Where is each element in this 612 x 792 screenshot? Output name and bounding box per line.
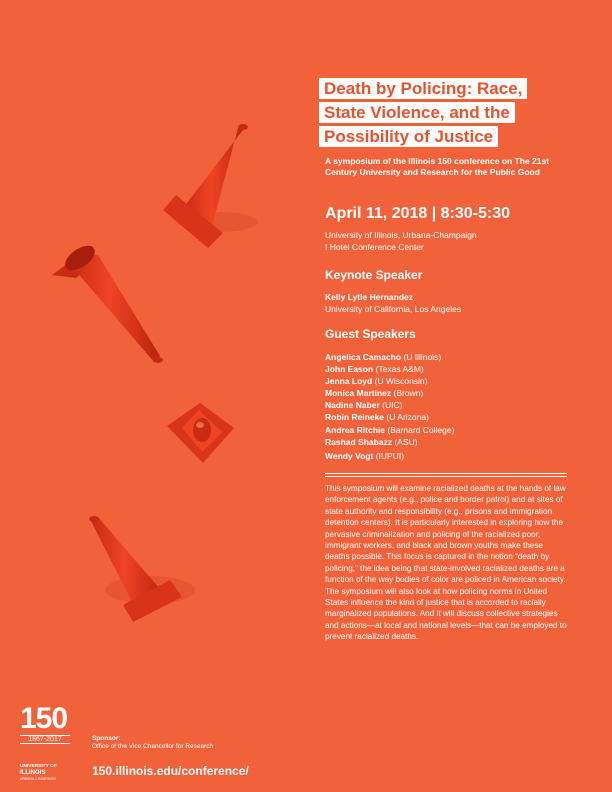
illinois-150-logo — [20, 704, 70, 782]
speaker-name: Wendy Vogt — [325, 450, 374, 461]
speaker-item — [325, 450, 454, 462]
speaker-name: Angelica Camacho — [325, 352, 402, 362]
title-line-1: Death by Policing: Race, — [319, 78, 527, 99]
speaker-name: Jenna Loyd — [325, 376, 373, 387]
divider — [325, 473, 567, 474]
title-line-2: State Violence, and the — [319, 102, 515, 123]
traffic-cone-2 — [52, 241, 163, 363]
speaker-item — [325, 387, 454, 399]
speaker-item — [325, 351, 454, 363]
divider — [325, 476, 567, 477]
sponsor-label: Sponsor: — [92, 735, 121, 742]
speaker-affiliation: (Brown) — [391, 388, 424, 399]
logo-university: UNIVERSITY OF — [20, 764, 57, 769]
speaker-affiliation: (Texas A&M) — [373, 364, 424, 375]
speaker-affiliation: (ASU) — [392, 436, 418, 447]
event-subtitle: A symposium of the Illinois 150 conference on The 21st Century University and Research for the Public Good — [325, 156, 550, 177]
speaker-affiliation: (U Arizona) — [384, 412, 429, 423]
speaker-item — [325, 436, 454, 448]
speaker-affiliation: (U Illinois) — [401, 352, 442, 362]
speaker-item — [325, 411, 454, 423]
speaker-item — [325, 424, 454, 436]
venue-line-2: I Hotel Conference Center — [325, 242, 424, 252]
traffic-cone-4 — [89, 516, 195, 622]
event-title — [319, 78, 527, 150]
guest-speakers-list — [325, 351, 454, 462]
logo-years: 1867-2017 — [20, 735, 70, 744]
logo-location: URBANA-CHAMPAIGN — [20, 777, 56, 781]
logo-state: ILLINOIS — [20, 770, 46, 776]
speaker-name: Andrea Ritchie — [325, 424, 385, 435]
conference-url-link[interactable]: 150.illinois.edu/conference/ — [92, 764, 249, 778]
keynote-name: Kelly Lytle Hernandez — [325, 292, 414, 302]
keynote-affiliation: University of California, Los Angeles — [325, 304, 462, 314]
speaker-name: Monica Martinez — [325, 388, 392, 399]
speaker-item — [325, 363, 454, 375]
speaker-name: Robin Reineke — [325, 412, 385, 423]
logo-number: 150 — [20, 702, 68, 735]
symposium-description: This symposium will examine racialized deaths at the hands of law enforcement agents (e.g., police and border patrol) and at sites of state authority and responsibility (e.g., prisons and immigration detention centers). It is particularly interested in exploring how the pervasive criminalization and policing of the racialized poor, immigrant workers, and black and brown youths make these deaths possible. This focus is captured in the notion “death by policing,” the idea being that state-involved racialized deaths are a function of the way bodies of color are policed in American society. The symposium will also look at how policing norms in United States influence the kind of justice that is accorded to racially marginalized populations. And it will discuss collective strategies and actions—at local and national levels—that can be employed to prevent racialized deaths. — [325, 484, 567, 642]
guest-speakers-heading: Guest Speakers — [325, 327, 416, 341]
event-date: April 11, 2018 | 8:30-5:30 — [325, 205, 511, 222]
speaker-item — [325, 375, 454, 387]
speaker-affiliation: (UIC) — [379, 400, 403, 411]
speaker-affiliation: (Barnard College) — [385, 424, 455, 435]
speaker-name: Nadine Naber — [325, 400, 380, 411]
event-venue — [325, 229, 477, 253]
title-line-3: Possibility of Justice — [319, 126, 498, 147]
speaker-name: John Eason — [325, 364, 374, 375]
speaker-affiliation: (U Wisconsin) — [372, 376, 428, 387]
traffic-cone-3 — [167, 403, 234, 463]
speaker-name: Rashad Shabazz — [325, 436, 393, 447]
venue-line-1: University of Illinois, Urbana-Champaign — [325, 230, 477, 240]
speaker-item — [325, 399, 454, 411]
keynote-heading: Keynote Speaker — [325, 268, 423, 282]
sponsor-block — [92, 735, 213, 751]
traffic-cone-1 — [163, 124, 258, 248]
speaker-affiliation: (IUPUI) — [373, 450, 405, 461]
sponsor-name: Office of the Vice Chancellor for Research — [92, 743, 214, 750]
